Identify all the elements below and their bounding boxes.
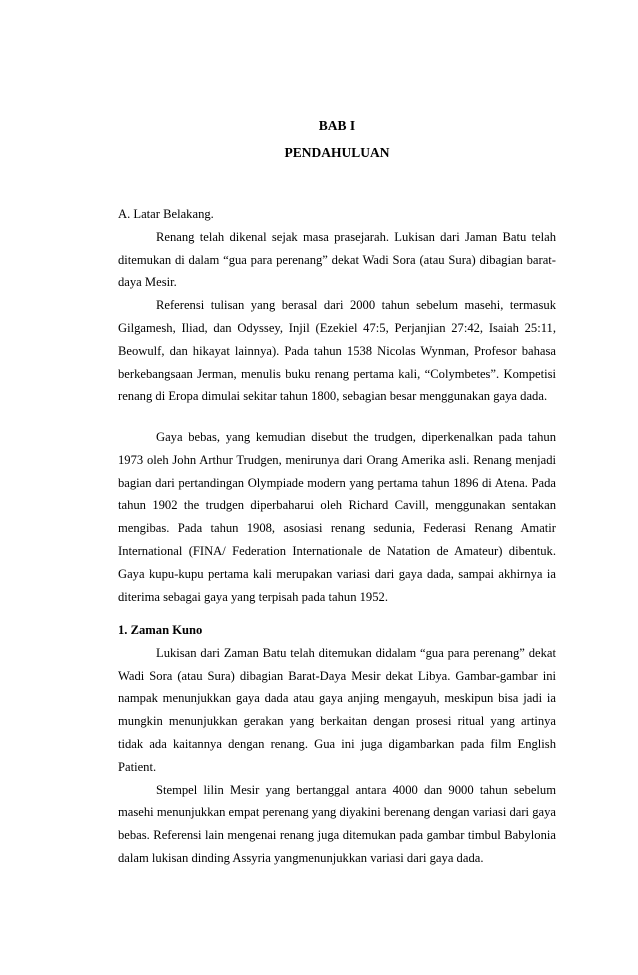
section-heading: A. Latar Belakang.: [118, 207, 214, 221]
paragraph: Lukisan dari Zaman Batu telah ditemukan didalam “gua para perenang” dekat Wadi Sora (atau Sura) dibagian Barat-Daya Mesir dekat Libya. Gambar-gambar ini nampak menunjukkan gaya dada atau gaya anjing mengayuh, meskipun bisa jadi ia mungkin menunjukkan gerakan yang berkaitan dengan prosesi ritual yang artinya tidak ada kaitannya dengan renang. Gua ini juga digambarkan pada film English Patient.: [118, 645, 556, 774]
section-zaman-kuno: [118, 619, 556, 870]
paragraph: Referensi tulisan yang berasal dari 2000 tahun sebelum masehi, termasuk Gilgamesh, Iliad, dan Odyssey, Injil (Ezekiel 47:5, Perjanjian 27:42, Isaiah 25:11, Beowulf, dan hikayat lainnya). Pada tahun 1538 Nicolas Wynman, Profesor bahasa berkebangsaan Jerman, menulis buku renang pertama kali, “Colymbetes”. Kompetisi renang di Eropa dimulai sekitar tahun 1800, sebagian besar menggunakan gaya dada.: [118, 298, 556, 404]
section-gaya-bebas: [118, 426, 556, 608]
paragraph: Gaya bebas, yang kemudian disebut the trudgen, diperkenalkan pada tahun 1973 oleh John Arthur Trudgen, menirunya dari Orang Amerika asli. Renang menjadi bagian dari pertandingan Olympiade modern yang pertama tahun 1896 di Atena. Pada tahun 1902 the trudgen diperbaharui oleh Richard Cavill, menggunakan sentakan mengibas. Pada tahun 1908, asosiasi renang sedunia, Federasi Renang Amatir International (FINA/ Federation Internationale de Natation de Amateur) dibentuk. Gaya kupu-kupu pertama kali merupakan variasi dari gaya dada, sampai akhirnya ia diterima sebagai gaya yang terpisah pada tahun 1952.: [118, 430, 556, 604]
chapter-title: PENDAHULUAN: [284, 145, 390, 160]
chapter-number: BAB I: [318, 118, 356, 133]
paragraph: Stempel lilin Mesir yang bertanggal antara 4000 dan 9000 tahun sebelum masehi menunjukkan empat perenang yang diyakini berenang dengan variasi dari gaya bebas. Referensi lain mengenai renang juga ditemukan pada gambar timbul Babylonia dalam lukisan dinding Assyria yangmenunjukkan variasi dari gaya dada.: [118, 782, 556, 865]
section-latar-belakang: [118, 203, 556, 408]
paragraph: Renang telah dikenal sejak masa prasejarah. Lukisan dari Jaman Batu telah ditemukan di dalam “gua para perenang” dekat Wadi Sora (atau Sura) dibagian barat-daya Mesir.: [118, 229, 556, 290]
section-heading: 1. Zaman Kuno: [118, 623, 203, 637]
